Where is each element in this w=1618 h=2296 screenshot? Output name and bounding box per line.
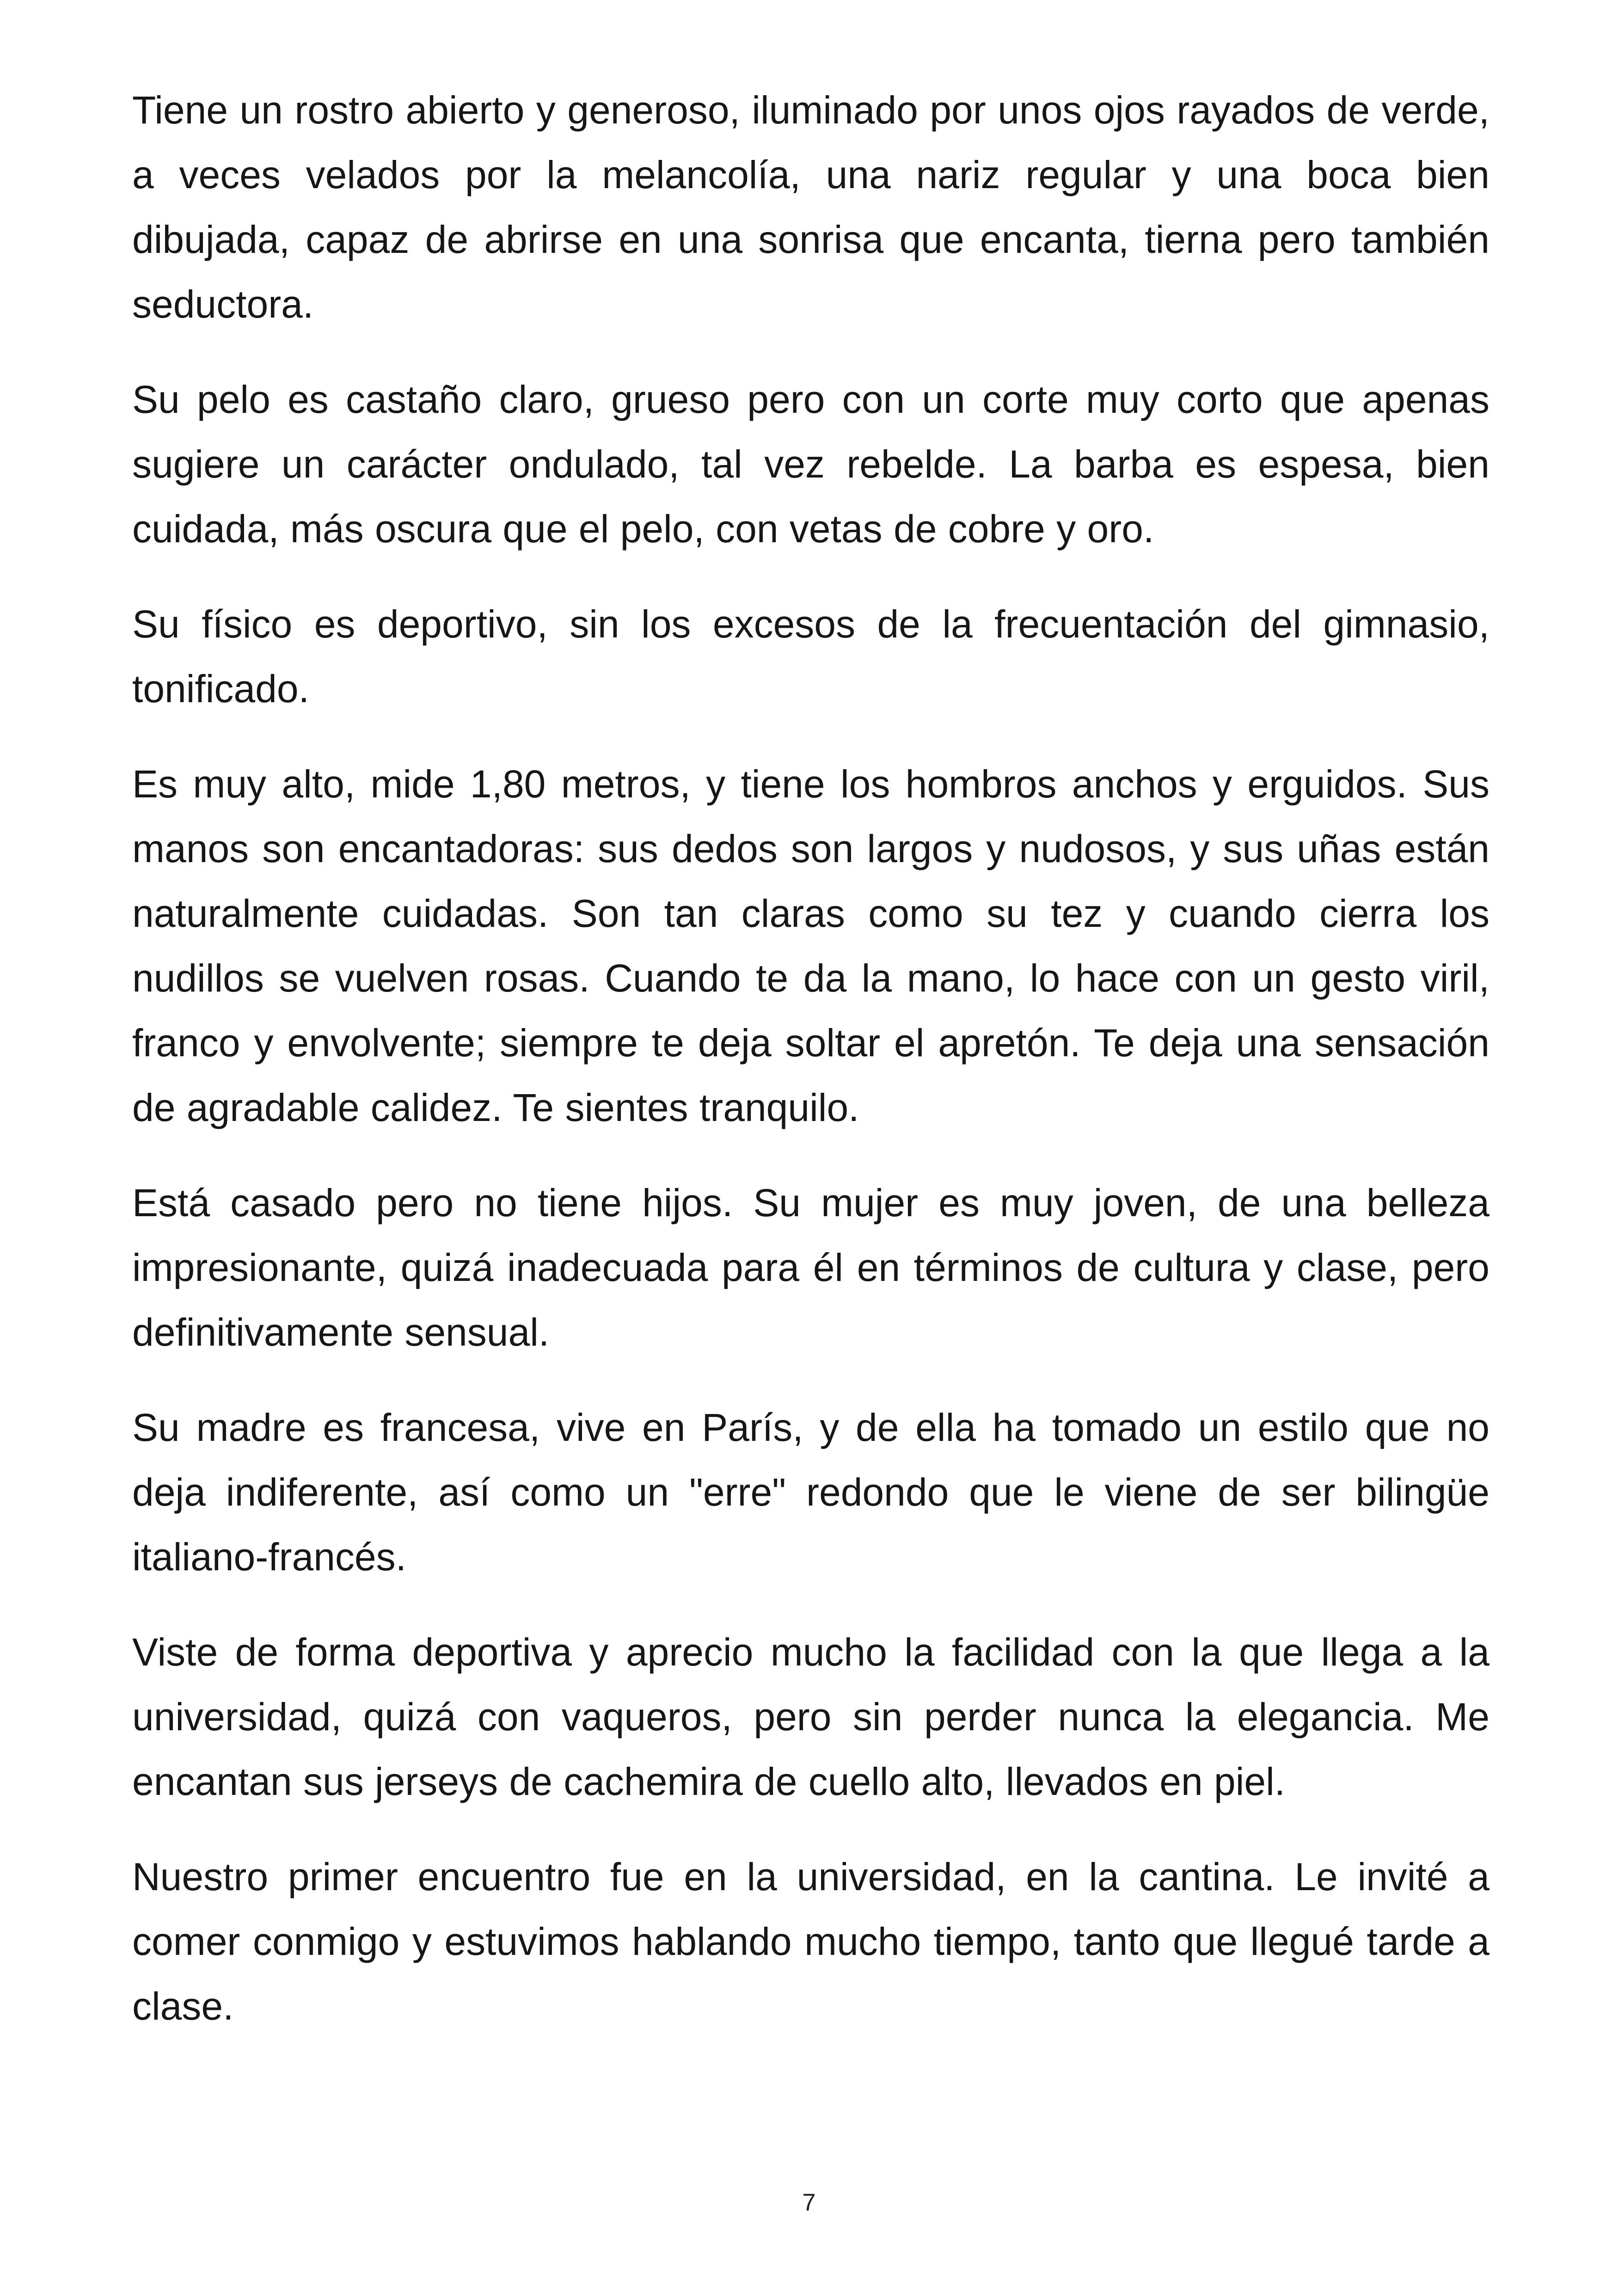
paragraph-5: Está casado pero no tiene hijos. Su mujer es muy joven, de una belleza impresionante, quizá inadecuada para él en términos de cultura y clase, pero definitivamente sensual. [132, 1181, 1489, 1354]
paragraph-4: Es muy alto, mide 1,80 metros, y tiene los hombros anchos y erguidos. Sus manos son encantadoras: sus dedos son largos y nudosos, y sus uñas están naturalmente cuidadas. Son tan claras como su tez y cuando cierra los nudillos se vuelven rosas. Cuando te da la mano, lo hace con un gesto viril, franco y envolvente; siempre te deja soltar el apretón. Te deja una sensación de agradable calidez. Te sientes tranquilo. [132, 762, 1489, 1129]
paragraph-1: Tiene un rostro abierto y generoso, iluminado por unos ojos rayados de verde, a veces velados por la melancolía, una nariz regular y una boca bien dibujada, capaz de abrirse en una sonrisa que encanta, tierna pero también seductora. [132, 88, 1489, 326]
paragraph-8: Nuestro primer encuentro fue en la universidad, en la cantina. Le invité a comer conmigo y estuvimos hablando mucho tiempo, tanto que llegué tarde a clase. [132, 1855, 1489, 2028]
body-text [132, 78, 1489, 2069]
paragraph-2: Su pelo es castaño claro, grueso pero con un corte muy corto que apenas sugiere un carácter ondulado, tal vez rebelde. La barba es espesa, bien cuidada, más oscura que el pelo, con vetas de cobre y oro. [132, 378, 1489, 551]
paragraph-7: Viste de forma deportiva y aprecio mucho la facilidad con la que llega a la universidad, quizá con vaqueros, pero sin perder nunca la elegancia. Me encantan sus jerseys de cachemira de cuello alto, llevados en piel. [132, 1630, 1489, 1803]
page-number: 7 [802, 2189, 816, 2216]
paragraph-6: Su madre es francesa, vive en París, y de ella ha tomado un estilo que no deja indiferente, así como un "erre" redondo que le viene de ser bilingüe italiano-francés. [132, 1406, 1489, 1579]
paragraph-3: Su físico es deportivo, sin los excesos de la frecuentación del gimnasio, tonificado. [132, 602, 1489, 710]
